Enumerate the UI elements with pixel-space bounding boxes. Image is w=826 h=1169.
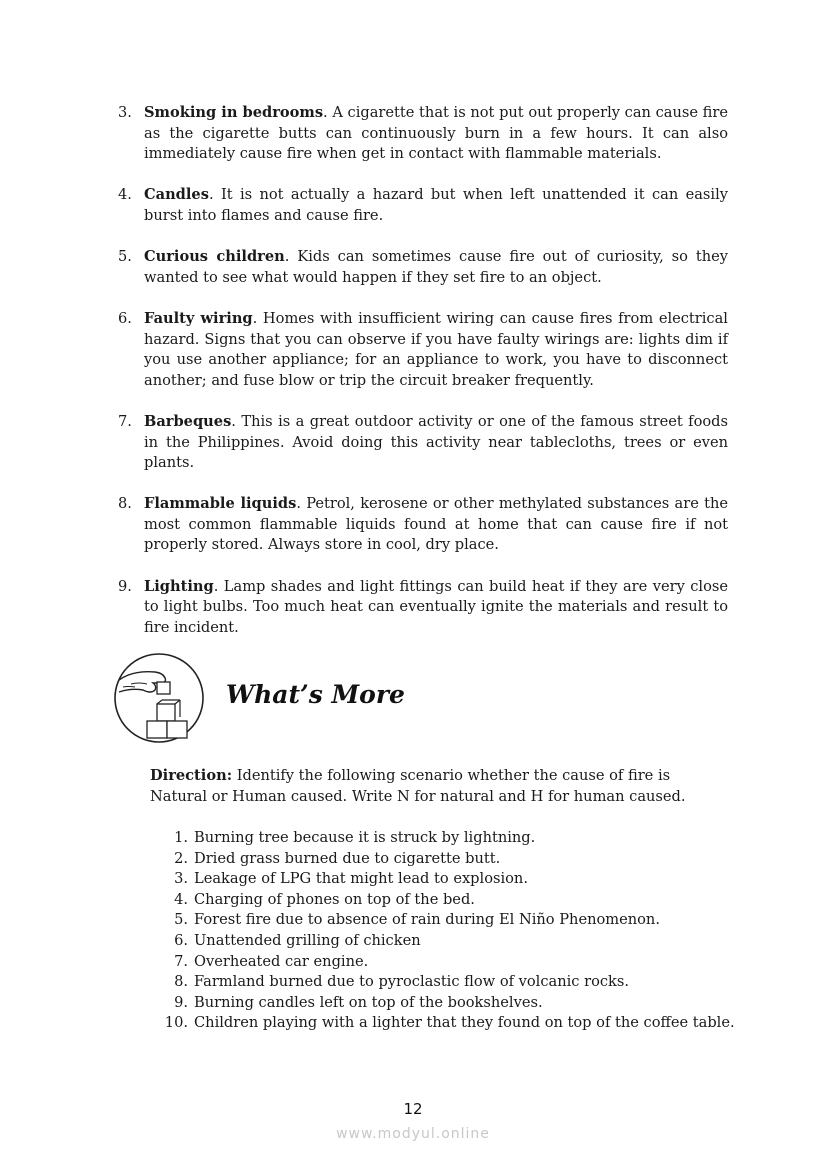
cause-text: . A cigarette that is not put out properly can cause fire as the cigarette butts can continuously burn in a few hours. It can also immediately cause fire when get in contact with flammable materials. bbox=[144, 104, 728, 163]
cause-term: Faulty wiring bbox=[144, 309, 253, 327]
list-item bbox=[160, 1013, 740, 1034]
item-text: Burning candles left on top of the bookshelves. bbox=[194, 993, 543, 1011]
item-text: Forest fire due to absence of rain during El Niño Phenomenon. bbox=[194, 911, 660, 929]
item-text: Dried grass burned due to cigarette butt. bbox=[194, 849, 501, 867]
cause-text: . It is not actually a hazard but when left unattended it can easily burst into flames and cause fire. bbox=[144, 186, 728, 224]
list-item bbox=[160, 869, 740, 890]
item-text: Charging of phones on top of the bed. bbox=[194, 890, 475, 908]
cause-description bbox=[144, 247, 728, 288]
cause-text: . Lamp shades and light fittings can build heat if they are very close to light bulbs. Too much heat can eventually ignite the materials and result to fire incident. bbox=[144, 577, 728, 636]
item-text: Farmland burned due to pyroclastic flow of volcanic rocks. bbox=[194, 973, 629, 991]
scenario-list bbox=[160, 828, 740, 1034]
list-item bbox=[160, 890, 740, 911]
list-item bbox=[160, 828, 740, 849]
cause-description bbox=[144, 309, 728, 391]
section-title: What’s More bbox=[226, 680, 405, 709]
cause-text: . Homes with insufficient wiring can cause fires from electrical hazard. Signs that you can observe if you have faulty wirings are: lights dim if you use another appliance; for an appliance to work, you have to disconnect another; and fuse blow or trip the circuit breaker frequently. bbox=[144, 309, 728, 389]
cause-number: 9. bbox=[118, 577, 132, 595]
cause-item bbox=[118, 494, 728, 556]
cause-item bbox=[118, 103, 728, 165]
cause-term: Barbeques bbox=[144, 412, 232, 430]
item-number: 2. bbox=[174, 849, 188, 867]
item-number: 6. bbox=[174, 931, 188, 949]
list-item bbox=[160, 849, 740, 870]
cause-number: 5. bbox=[118, 248, 132, 266]
cause-description bbox=[144, 412, 728, 474]
cause-text: . This is a great outdoor activity or one of the famous street foods in the Philippines. Avoid doing this activity near tablecloths, trees or even plants. bbox=[144, 412, 728, 472]
cause-description bbox=[144, 577, 728, 639]
cause-term: Flammable liquids bbox=[144, 495, 297, 513]
item-number: 1. bbox=[174, 829, 188, 846]
cause-number: 7. bbox=[118, 412, 132, 430]
item-number: 5. bbox=[174, 911, 188, 929]
cause-item bbox=[118, 247, 728, 288]
cause-item bbox=[118, 412, 728, 474]
cause-term: Candles bbox=[144, 186, 209, 204]
list-item bbox=[160, 931, 740, 952]
cause-text: . Petrol, kerosene or other methylated substances are the most common flammable liquids found at home that can cause fire if not properly stored. Always store in cool, dry place. bbox=[144, 495, 729, 554]
cause-number: 6. bbox=[118, 309, 132, 327]
cause-description bbox=[144, 103, 728, 165]
list-item bbox=[160, 952, 740, 973]
watermark: www.modyul.online bbox=[336, 1126, 490, 1142]
cause-term: Smoking in bedrooms bbox=[144, 104, 324, 121]
hand-stacking-blocks-icon bbox=[113, 652, 205, 744]
direction-label: Direction: bbox=[150, 767, 233, 784]
list-item bbox=[160, 993, 740, 1014]
list-item bbox=[160, 910, 740, 931]
item-text: Overheated car engine. bbox=[194, 952, 369, 970]
item-text: Burning tree because it is struck by lightning. bbox=[194, 829, 536, 846]
item-number: 4. bbox=[174, 890, 188, 908]
cause-number: 8. bbox=[118, 495, 132, 513]
cause-term: Lighting bbox=[144, 577, 214, 595]
cause-item bbox=[118, 185, 728, 226]
list-item bbox=[160, 972, 740, 993]
cause-description bbox=[144, 185, 728, 226]
page-number: 12 bbox=[403, 1100, 423, 1118]
cause-term: Curious children bbox=[144, 248, 285, 266]
item-text: Children playing with a lighter that they found on top of the coffee table. bbox=[194, 1014, 735, 1032]
cause-item bbox=[118, 577, 728, 639]
item-number: 7. bbox=[174, 952, 188, 970]
item-number: 9. bbox=[174, 993, 188, 1011]
cause-number: 3. bbox=[118, 104, 132, 121]
cause-text: . Kids can sometimes cause fire out of curiosity, so they wanted to see what would happen if they set fire to an object. bbox=[144, 248, 728, 286]
cause-number: 4. bbox=[118, 186, 132, 204]
direction-text: Identify the following scenario whether the cause of fire is Natural or Human caused. Write N for natural and H for human caused. bbox=[150, 767, 686, 805]
item-number: 10. bbox=[164, 1014, 188, 1032]
item-text: Leakage of LPG that might lead to explosion. bbox=[194, 870, 528, 888]
item-number: 8. bbox=[174, 973, 188, 991]
fire-causes-list bbox=[118, 103, 728, 659]
direction-paragraph bbox=[150, 766, 728, 807]
item-number: 3. bbox=[174, 870, 188, 888]
cause-description bbox=[144, 494, 728, 556]
item-text: Unattended grilling of chicken bbox=[194, 931, 421, 949]
cause-item bbox=[118, 309, 728, 391]
